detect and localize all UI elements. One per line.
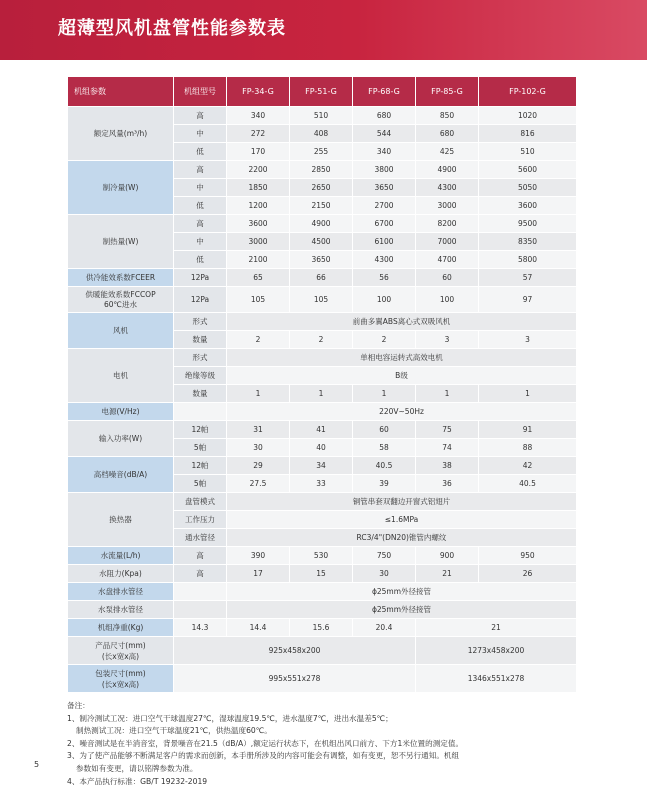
cooling-label: 制冷量(W)	[68, 161, 174, 215]
size-label	[68, 637, 174, 665]
value-cell: 29	[227, 457, 290, 475]
table-row	[68, 403, 577, 421]
value-cell: 100	[416, 287, 479, 313]
value-cell: 88	[479, 439, 577, 457]
speed-cell: 中	[174, 179, 227, 197]
pipe-value: RC3/4"(DN20)锥管内螺纹	[227, 529, 577, 547]
value-cell: 850	[416, 107, 479, 125]
size-label-line1: 产品尺寸(mm)	[95, 640, 146, 650]
table-row	[68, 107, 577, 125]
speed-cell: 低	[174, 251, 227, 269]
pack-label-line2: (长x宽x高)	[101, 679, 140, 689]
value-cell: 2	[227, 331, 290, 349]
value-cell: 4900	[416, 161, 479, 179]
value-cell: 15	[290, 565, 353, 583]
value-cell: 60	[353, 421, 416, 439]
condition-cell: 12帕	[174, 457, 227, 475]
table-row	[68, 665, 577, 693]
value-cell: 36	[416, 475, 479, 493]
speed-cell: 高	[174, 107, 227, 125]
value-cell: 14.3	[174, 619, 227, 637]
pack-label-line1: 包装尺寸(mm)	[95, 668, 146, 678]
param-header: 机组参数	[68, 77, 174, 107]
motor-form-value: 单相电容运转式高效电机	[227, 349, 577, 367]
value-cell: 390	[227, 547, 290, 565]
value-cell: 530	[290, 547, 353, 565]
condition-cell: 通水管径	[174, 529, 227, 547]
value-cell: 58	[353, 439, 416, 457]
value-cell: 40.5	[353, 457, 416, 475]
note-2: 2、噪音测试是在半消音室，背景噪音在21.5（dB/A）,额定运行状态下，在机组出风口前方、下方1米位置的测定值。	[67, 738, 464, 748]
table-row	[68, 583, 577, 601]
value-cell: 6100	[353, 233, 416, 251]
value-cell: 40	[290, 439, 353, 457]
fceer-label: 供冷能效系数FCEER	[68, 269, 174, 287]
value-cell: 21	[416, 565, 479, 583]
power-label: 电源(V/Hz)	[68, 403, 174, 421]
value-cell: 900	[416, 547, 479, 565]
fccop-label	[68, 287, 174, 313]
condition-cell: 12Pa	[174, 287, 227, 313]
value-cell: 1	[227, 385, 290, 403]
table-row	[68, 161, 577, 179]
page-number: 5	[34, 760, 40, 769]
motor-label: 电机	[68, 349, 174, 403]
value-cell: 3000	[227, 233, 290, 251]
pack-value-a: 995x551x278	[174, 665, 416, 693]
condition-cell: 高	[174, 547, 227, 565]
value-cell: 408	[290, 125, 353, 143]
value-cell: 17	[227, 565, 290, 583]
value-cell: 9500	[479, 215, 577, 233]
value-cell: 31	[227, 421, 290, 439]
condition-cell: 数量	[174, 331, 227, 349]
value-cell: 1850	[227, 179, 290, 197]
value-cell: 272	[227, 125, 290, 143]
condition-cell: 高	[174, 565, 227, 583]
speed-cell: 高	[174, 215, 227, 233]
value-cell: 66	[290, 269, 353, 287]
table-row	[68, 565, 577, 583]
value-cell: 2700	[353, 197, 416, 215]
value-cell: 950	[479, 547, 577, 565]
note-1: 1、制冷测试工况：进口空气干球温度27℃，湿球温度19.5℃，进水温度7℃，进出水温差5℃；	[67, 713, 393, 723]
fan-form-value: 前曲多翼ABS离心式双吸风机	[227, 313, 577, 331]
value-cell: 75	[416, 421, 479, 439]
value-cell: 5050	[479, 179, 577, 197]
condition-cell: 5帕	[174, 475, 227, 493]
value-cell: 2	[353, 331, 416, 349]
note-1-continued: 制热测试工况：进口空气干球温度21℃，供热温度60℃。	[76, 726, 272, 736]
value-cell: 74	[416, 439, 479, 457]
value-cell: 5600	[479, 161, 577, 179]
table-header	[68, 77, 577, 107]
value-cell: 5800	[479, 251, 577, 269]
value-cell: 38	[416, 457, 479, 475]
value-cell: 2	[290, 331, 353, 349]
value-cell: 3650	[353, 179, 416, 197]
value-cell: 1	[290, 385, 353, 403]
fccop-label-line2: 60℃进水	[104, 299, 137, 309]
value-cell: 20.4	[353, 619, 416, 637]
value-cell: 57	[479, 269, 577, 287]
noise-label: 高档噪音(dB/A)	[68, 457, 174, 493]
note-4: 4、本产品执行标准：GB/T 19232-2019	[67, 776, 208, 786]
fccop-label-line1: 供暖能效系数FCCOP	[85, 289, 156, 299]
value-cell: 91	[479, 421, 577, 439]
value-cell: 2650	[290, 179, 353, 197]
value-cell: 1020	[479, 107, 577, 125]
condition-cell: 数量	[174, 385, 227, 403]
model-col: FP-34-G	[227, 77, 290, 107]
value-cell: 3800	[353, 161, 416, 179]
pack-label	[68, 665, 174, 693]
value-cell: 3	[479, 331, 577, 349]
notes-title: 备注：	[67, 701, 90, 710]
value-cell: 8350	[479, 233, 577, 251]
size-value-a: 925x458x200	[174, 637, 416, 665]
value-cell: 4300	[416, 179, 479, 197]
value-cell: 97	[479, 287, 577, 313]
value-cell: 21	[416, 619, 577, 637]
model-col: FP-102-G	[479, 77, 577, 107]
condition-cell: 12Pa	[174, 269, 227, 287]
value-cell: 340	[353, 143, 416, 161]
value-cell: 8200	[416, 215, 479, 233]
value-cell: 2150	[290, 197, 353, 215]
size-label-line2: (长x宽x高)	[101, 651, 140, 661]
note-3: 3、为了使产品能够不断满足客户的需求而创新，本手册所涉及的内容可能会有调整，如有变更，恕不另行通知。机组	[67, 751, 460, 761]
spec-table	[67, 76, 577, 693]
table-row	[68, 619, 577, 637]
speed-cell: 低	[174, 197, 227, 215]
motor-insulation-value: B级	[227, 367, 577, 385]
table-row	[68, 269, 577, 287]
value-cell: 14.4	[227, 619, 290, 637]
value-cell: 39	[353, 475, 416, 493]
value-cell: 680	[416, 125, 479, 143]
value-cell: 3600	[479, 197, 577, 215]
page-title: 超薄型风机盘管性能参数表	[58, 18, 286, 39]
airflow-label: 额定风量(m³/h)	[68, 107, 174, 161]
condition-cell	[174, 601, 227, 619]
condition-cell: 盘管模式	[174, 493, 227, 511]
model-header: 机组型号	[174, 77, 227, 107]
condition-cell: 12帕	[174, 421, 227, 439]
table-row	[68, 457, 577, 475]
fan-label: 风机	[68, 313, 174, 349]
value-cell: 170	[227, 143, 290, 161]
value-cell: 42	[479, 457, 577, 475]
value-cell: 4300	[353, 251, 416, 269]
coil-value: 铜管串套双翻边开窗式铝翅片	[227, 493, 577, 511]
hex-label: 换热器	[68, 493, 174, 547]
value-cell: 2100	[227, 251, 290, 269]
value-cell: 100	[353, 287, 416, 313]
speed-cell: 低	[174, 143, 227, 161]
value-cell: 56	[353, 269, 416, 287]
pressure-value: ≤1.6MPa	[227, 511, 577, 529]
condition-cell: 形式	[174, 349, 227, 367]
speed-cell: 高	[174, 161, 227, 179]
model-col: FP-51-G	[290, 77, 353, 107]
value-cell: 255	[290, 143, 353, 161]
value-cell: 3600	[227, 215, 290, 233]
value-cell: 34	[290, 457, 353, 475]
value-cell: 425	[416, 143, 479, 161]
note-3-continued: 参数如有变更，请以铭牌参数为准。	[76, 763, 198, 773]
drain-label: 水盘排水管径	[68, 583, 174, 601]
power-value: 220V~50Hz	[227, 403, 577, 421]
table-row	[68, 637, 577, 665]
value-cell: 30	[353, 565, 416, 583]
value-cell: 3	[416, 331, 479, 349]
table-row	[68, 493, 577, 511]
value-cell: 544	[353, 125, 416, 143]
value-cell: 3000	[416, 197, 479, 215]
table-row	[68, 601, 577, 619]
value-cell: 1	[416, 385, 479, 403]
value-cell: 340	[227, 107, 290, 125]
speed-cell: 中	[174, 125, 227, 143]
condition-cell	[174, 583, 227, 601]
model-col: FP-85-G	[416, 77, 479, 107]
table-row	[68, 313, 577, 331]
value-cell: 105	[290, 287, 353, 313]
value-cell: 4700	[416, 251, 479, 269]
value-cell: 680	[353, 107, 416, 125]
value-cell: 65	[227, 269, 290, 287]
input-power-label: 输入功率(W)	[68, 421, 174, 457]
pump-label: 水泵排水管径	[68, 601, 174, 619]
table-row	[68, 349, 577, 367]
value-cell: 2200	[227, 161, 290, 179]
condition-cell: 形式	[174, 313, 227, 331]
value-cell: 30	[227, 439, 290, 457]
size-value-b: 1273x458x200	[416, 637, 577, 665]
pack-value-b: 1346x551x278	[416, 665, 577, 693]
table-row	[68, 547, 577, 565]
value-cell: 750	[353, 547, 416, 565]
value-cell: 3650	[290, 251, 353, 269]
pump-value: ϕ25mm外径接管	[227, 601, 577, 619]
value-cell: 33	[290, 475, 353, 493]
value-cell: 1	[479, 385, 577, 403]
value-cell: 4900	[290, 215, 353, 233]
value-cell: 816	[479, 125, 577, 143]
heating-label: 制热量(W)	[68, 215, 174, 269]
value-cell: 60	[416, 269, 479, 287]
title-banner	[0, 0, 647, 60]
condition-cell: 绝缘等级	[174, 367, 227, 385]
condition-cell: 工作压力	[174, 511, 227, 529]
value-cell: 2850	[290, 161, 353, 179]
water-resistance-label: 水阻力(Kpa)	[68, 565, 174, 583]
value-cell: 40.5	[479, 475, 577, 493]
table-row	[68, 215, 577, 233]
value-cell: 510	[479, 143, 577, 161]
value-cell: 27.5	[227, 475, 290, 493]
net-weight-label: 机组净重(Kg)	[68, 619, 174, 637]
condition-cell	[174, 403, 227, 421]
value-cell: 4500	[290, 233, 353, 251]
drain-value: ϕ25mm外径接管	[227, 583, 577, 601]
water-flow-label: 水流量(L/h)	[68, 547, 174, 565]
notes	[67, 700, 587, 788]
value-cell: 15.6	[290, 619, 353, 637]
value-cell: 7000	[416, 233, 479, 251]
value-cell: 1	[353, 385, 416, 403]
value-cell: 105	[227, 287, 290, 313]
value-cell: 6700	[353, 215, 416, 233]
speed-cell: 中	[174, 233, 227, 251]
model-col: FP-68-G	[353, 77, 416, 107]
value-cell: 510	[290, 107, 353, 125]
value-cell: 41	[290, 421, 353, 439]
value-cell: 1200	[227, 197, 290, 215]
condition-cell: 5帕	[174, 439, 227, 457]
table-row	[68, 287, 577, 313]
value-cell: 26	[479, 565, 577, 583]
table-row	[68, 421, 577, 439]
